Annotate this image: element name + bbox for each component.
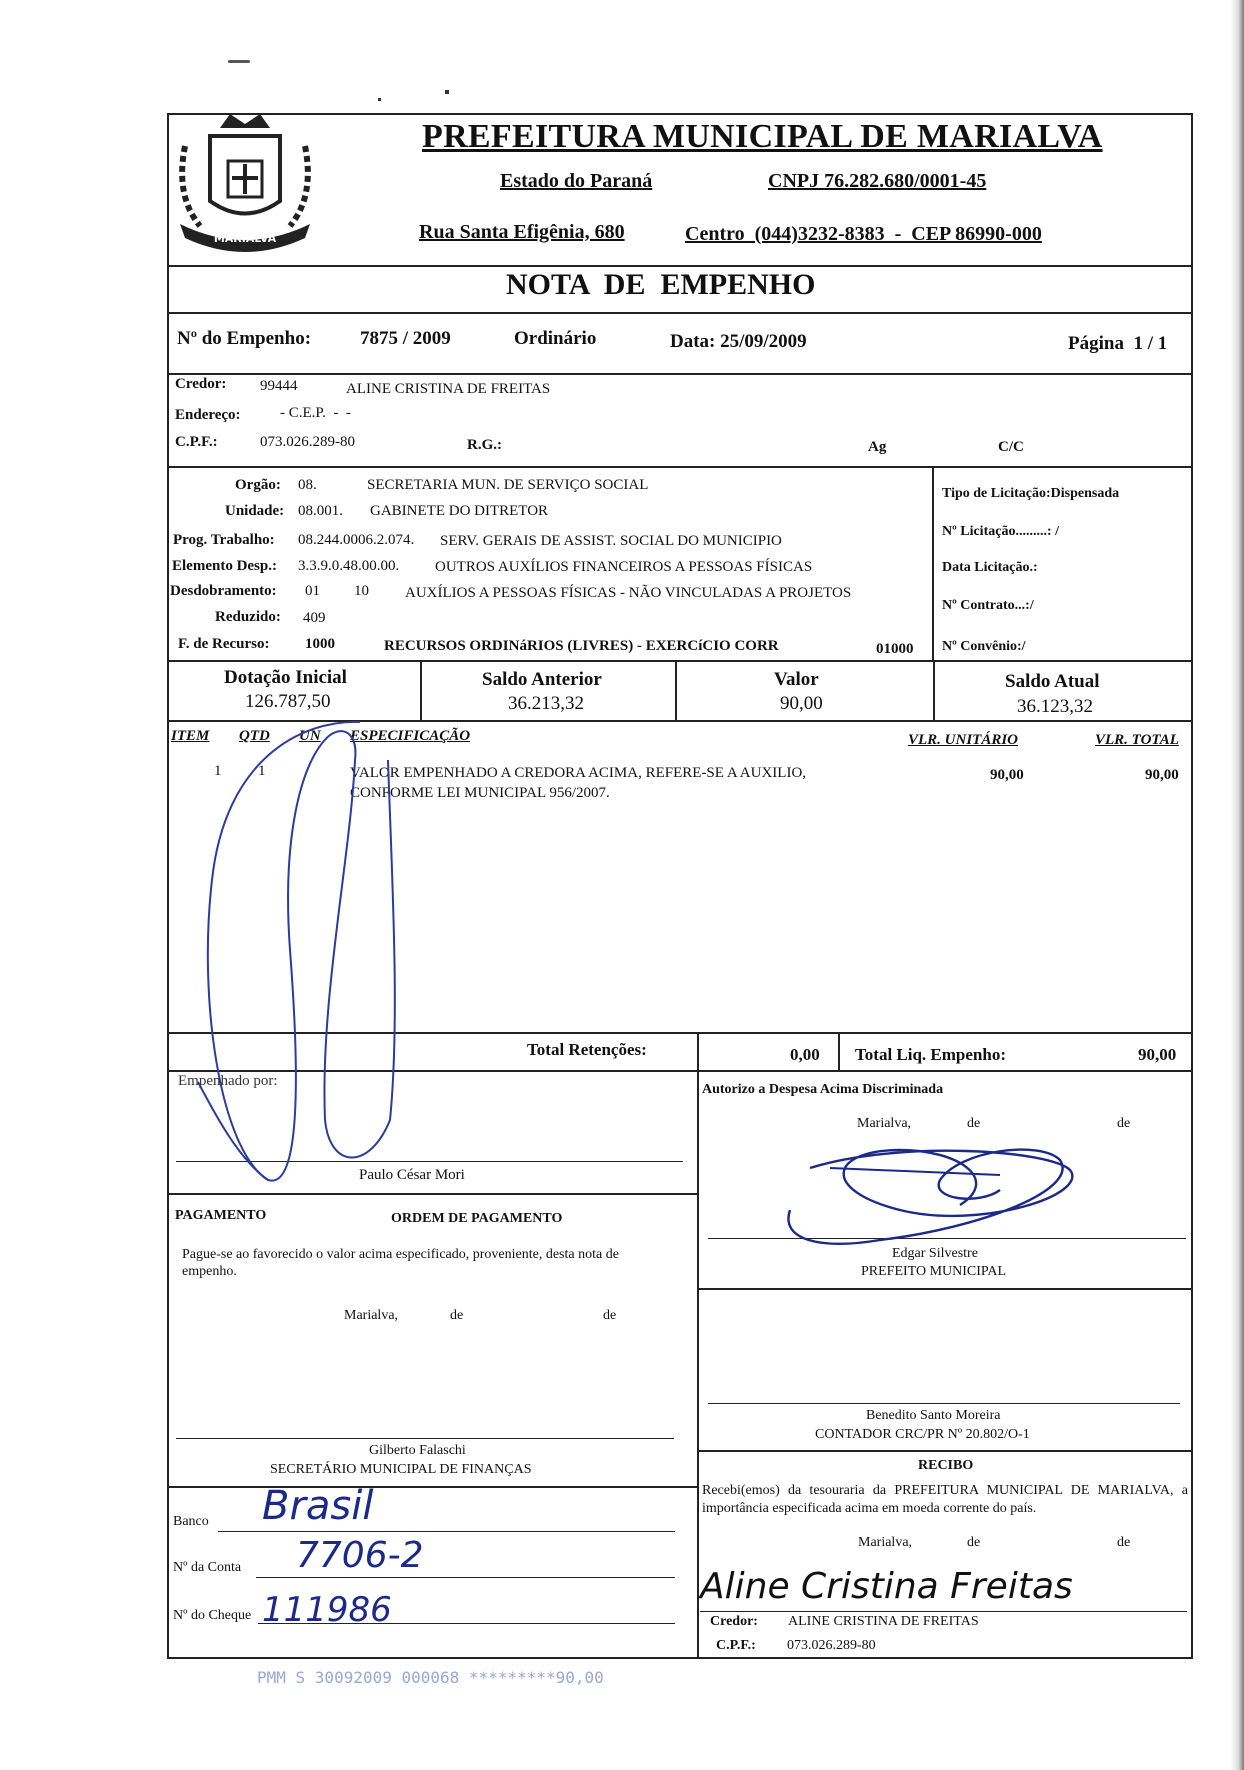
credor-signature: Aline Cristina Freitas xyxy=(700,1566,1073,1607)
empenho-type: Ordinário xyxy=(514,328,597,349)
elemento-code: 3.3.9.0.48.00.00. xyxy=(298,558,400,574)
orgao-label: Orgão: xyxy=(235,477,281,493)
pagamento-de1: de xyxy=(450,1308,464,1323)
gilberto-role: SECRETÁRIO MUNICIPAL DE FINANÇAS xyxy=(270,1462,532,1477)
dotacao-label: Dotação Inicial xyxy=(224,667,347,688)
rg-label: R.G.: xyxy=(467,437,502,453)
logo-banner-text: MARIALVA xyxy=(213,232,277,245)
autorizo-place: Marialva, xyxy=(857,1116,912,1131)
pagamento-text: Pague-se ao favorecido o valor acima especificado, proveniente, desta nota de empenho. xyxy=(182,1247,619,1279)
pagamento-place: Marialva, xyxy=(344,1308,399,1323)
credor-name: ALINE CRISTINA DE FREITAS xyxy=(346,381,551,397)
header-cnpj: CNPJ 76.282.680/0001-45 xyxy=(768,170,987,192)
item-espec-line1: VALOR EMPENHADO A CREDORA ACIMA, REFERE-SE A AUXILIO, xyxy=(350,765,807,781)
recibo-de2: de xyxy=(1117,1535,1131,1550)
credor-label: Credor: xyxy=(175,376,227,392)
elemento-value: OUTROS AUXÍLIOS FINANCEIROS A PESSOAS FÍSICAS xyxy=(435,559,813,575)
cpf-label: C.P.F.: xyxy=(175,434,218,450)
prog-label: Prog. Trabalho: xyxy=(173,532,275,548)
item-unit-value: 90,00 xyxy=(990,767,1024,783)
col-un: UN xyxy=(299,728,321,744)
autorizo-de1: de xyxy=(967,1116,981,1131)
cpf-value: 073.026.289-80 xyxy=(260,434,355,450)
desdob-label: Desdobramento: xyxy=(170,583,277,599)
recibo-de1: de xyxy=(967,1535,981,1550)
item-total-value: 90,00 xyxy=(1145,767,1179,783)
endereco-value: - C.E.P. - - xyxy=(280,405,351,421)
header-address-contact: Centro (044)3232-8383 - CEP 86990-000 xyxy=(685,223,1042,245)
unidade-value: GABINETE DO DITRETOR xyxy=(370,503,549,519)
anterior-label: Saldo Anterior xyxy=(482,669,602,690)
elemento-label: Elemento Desp.: xyxy=(172,558,277,574)
atual-label: Saldo Atual xyxy=(1005,671,1100,692)
empenho-number: 7875 / 2009 xyxy=(360,328,451,349)
recurso-label: F. de Recurso: xyxy=(178,636,270,652)
col-qtd: QTD xyxy=(239,728,270,744)
atual-value: 36.123,32 xyxy=(1017,696,1093,717)
recurso-code2: 01000 xyxy=(876,641,914,657)
item-qtd: 1 xyxy=(258,763,266,779)
autorizo-label: Autorizo a Despesa Acima Discriminada xyxy=(702,1082,944,1097)
anterior-value: 36.213,32 xyxy=(508,693,584,714)
recurso-value: RECURSOS ORDINáRIOS (LIVRES) - EXERCíCIO CORR xyxy=(384,638,779,654)
recibo-credor-label: Credor: xyxy=(710,1614,758,1629)
recibo-text: Recebi(emos) da tesouraria da PREFEITURA MUNICIPAL DE MARIALVA, a importância especificada acima em moeda corrente do país. xyxy=(702,1483,1188,1516)
valor-value: 90,00 xyxy=(780,693,823,714)
autorizo-role: PREFEITO MUNICIPAL xyxy=(861,1264,1007,1279)
orgao-code: 08. xyxy=(298,477,317,493)
banco-value: Brasil xyxy=(262,1483,374,1529)
licitacao-tipo: Tipo de Licitação:Dispensada xyxy=(942,486,1120,501)
header-estado: Estado do Paraná xyxy=(500,170,653,192)
reduzido-label: Reduzido: xyxy=(215,609,281,625)
unidade-code: 08.001. xyxy=(298,503,343,519)
recibo-label: RECIBO xyxy=(918,1458,974,1473)
gilberto-name: Gilberto Falaschi xyxy=(369,1443,466,1458)
licitacao-data: Data Licitação.: xyxy=(942,560,1038,575)
col-unit: VLR. UNITÁRIO xyxy=(908,732,1019,748)
licitacao-contrato: Nº Contrato...:/ xyxy=(942,598,1034,613)
conta-value: 7706-2 xyxy=(296,1535,424,1576)
col-total: VLR. TOTAL xyxy=(1095,732,1179,748)
pagamento-label: PAGAMENTO xyxy=(175,1208,267,1223)
unidade-label: Unidade: xyxy=(225,503,285,519)
licitacao-convenio: Nº Convênio:/ xyxy=(942,639,1026,654)
col-espec: ESPECIFICAÇÃO xyxy=(350,728,471,744)
col-item: ITEM xyxy=(171,728,210,744)
ordem-label: ORDEM DE PAGAMENTO xyxy=(391,1211,563,1226)
empenhado-label: Empenhado por: xyxy=(178,1073,278,1089)
retencoes-label: Total Retenções: xyxy=(527,1040,647,1059)
cc-label: C/C xyxy=(998,439,1024,455)
recibo-cpf-label: C.P.F.: xyxy=(716,1638,756,1653)
contador-role: CONTADOR CRC/PR Nº 20.802/O-1 xyxy=(815,1427,1030,1442)
recibo-cpf-value: 073.026.289-80 xyxy=(787,1638,876,1653)
page-title: PREFEITURA MUNICIPAL DE MARIALVA xyxy=(422,118,1103,155)
reduzido-value: 409 xyxy=(303,610,326,626)
pagamento-de2: de xyxy=(603,1308,617,1323)
desdob-code2: 10 xyxy=(354,583,369,599)
prog-code: 08.244.0006.2.074. xyxy=(298,532,415,548)
endereco-label: Endereço: xyxy=(175,407,241,423)
recibo-credor-name: ALINE CRISTINA DE FREITAS xyxy=(788,1614,979,1629)
empenhado-name: Paulo César Mori xyxy=(359,1167,465,1183)
autorizo-de2: de xyxy=(1117,1116,1131,1131)
retencoes-value: 0,00 xyxy=(790,1045,820,1064)
ag-label: Ag xyxy=(868,439,887,455)
dotacao-value: 126.787,50 xyxy=(245,691,331,712)
valor-label: Valor xyxy=(774,669,819,690)
liq-label: Total Liq. Empenho: xyxy=(855,1045,1006,1064)
licitacao-numero: Nº Licitação.........: / xyxy=(942,524,1059,539)
banco-label: Banco xyxy=(173,1514,209,1529)
page-number: Página 1 / 1 xyxy=(1068,333,1168,354)
payment-stamp: PMM S 30092009 000068 *********90,00 xyxy=(257,1668,604,1687)
doc-title: NOTA DE EMPENHO xyxy=(506,268,816,301)
conta-label: Nº da Conta xyxy=(173,1560,242,1575)
empenho-label: Nº do Empenho: xyxy=(177,328,312,349)
contador-name: Benedito Santo Moreira xyxy=(866,1408,1001,1423)
item-espec-line2: CONFORME LEI MUNICIPAL 956/2007. xyxy=(350,785,610,801)
autorizo-name: Edgar Silvestre xyxy=(892,1246,978,1261)
recibo-place: Marialva, xyxy=(858,1535,913,1550)
item-number: 1 xyxy=(214,763,222,779)
cheque-value: 111986 xyxy=(262,1590,392,1630)
empenho-date: Data: 25/09/2009 xyxy=(670,331,807,352)
desdob-code1: 01 xyxy=(305,583,320,599)
recurso-code: 1000 xyxy=(305,636,335,652)
desdob-value: AUXÍLIOS A PESSOAS FÍSICAS - NÃO VINCULADAS A PROJETOS xyxy=(405,585,852,601)
prog-value: SERV. GERAIS DE ASSIST. SOCIAL DO MUNICIPIO xyxy=(440,533,782,549)
orgao-value: SECRETARIA MUN. DE SERVIÇO SOCIAL xyxy=(367,477,649,493)
cheque-label: Nº do Cheque xyxy=(173,1608,252,1623)
header-address: Rua Santa Efigênia, 680 xyxy=(419,221,625,243)
liq-value: 90,00 xyxy=(1138,1045,1177,1064)
credor-code: 99444 xyxy=(260,378,298,394)
